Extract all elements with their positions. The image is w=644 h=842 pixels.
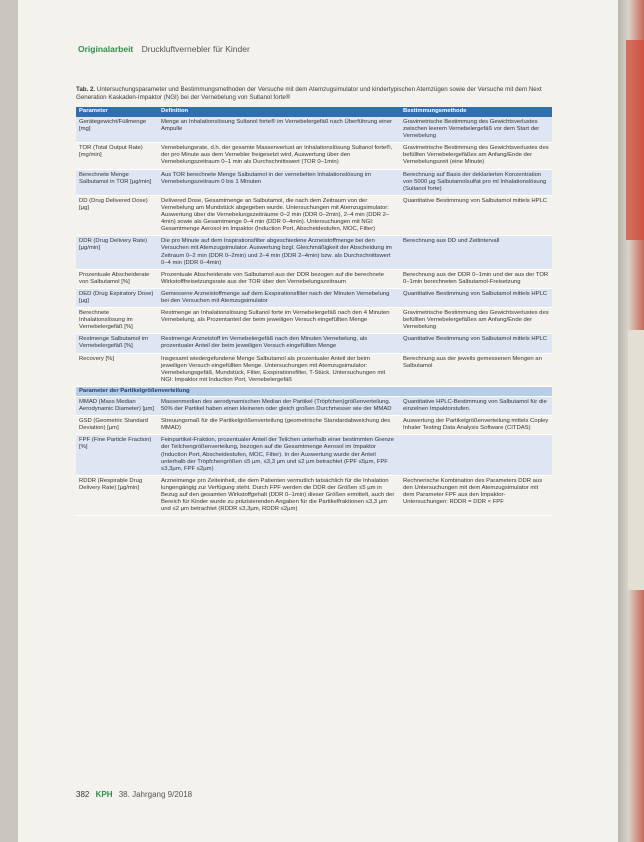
edge-light-band xyxy=(628,330,644,590)
table-row xyxy=(76,195,552,235)
cell-definition: Die pro Minute auf dem Inspirationsfilter abgeschiedene Arzneistoffmenge bei den Versuchen mit Atemzugsimulator. Auswertung bzgl. Gleichmäßigkeit der Abscheidung im Zeitraum 0–2 min (DDR 0–2min) und 2–4 min (DDR 2–4min) bzw. als Durchschnittswert 0–4 min (DDR 0–4min) xyxy=(158,236,400,269)
col-header-method: Bestimmungsmethode xyxy=(400,107,552,117)
section-topic: Druckluftvernebler für Kinder xyxy=(141,44,250,54)
cell-parameter: DED (Drug Expiratory Dose) [µg] xyxy=(76,288,158,307)
cell-definition: Insgesamt wiedergefundene Menge Salbutamol als prozentualer Anteil der beim jeweiligen Versuch eingefüllten Menge. Untersuchungen mit Atemzugsimulator: Vernebelungsgefäß, Mundstück, Filter, Exspirationsfilter, T-Stück. Untersuchungen mit NGI: Impaktor mit Induction Port, Vernebelergefäß xyxy=(158,353,400,386)
cell-parameter: Berechnete Inhalationslösung im Vernebelergefäß [%] xyxy=(76,308,158,334)
cell-definition: Restmenge an Inhalationslösung Sultanol forte im Vernebelergefäß nach den 4 Minuten Vernebelung, als Prozentanteil der beim jeweiligen Versuch eingefüllten Menge xyxy=(158,308,400,334)
table-row xyxy=(76,334,552,353)
table-row xyxy=(76,353,552,386)
section-header xyxy=(78,44,250,54)
cell-parameter: DDR (Drug Delivery Rate) [µg/min] xyxy=(76,236,158,269)
cell-method: Gravimetrische Bestimmung des Gewichtsverlustes des befüllten Vernebelergefäßes am Anfang/Ende der Vernebelungszeit (eine Minute) xyxy=(400,143,552,169)
table-row xyxy=(76,288,552,307)
cell-definition: Prozentuale Abscheiderate von Salbutamol aus der DDR bezogen auf die berechnete Wirkstofffreisetzungsrate aus der TOR über den Vernebelungszeitraum xyxy=(158,269,400,288)
table-body xyxy=(76,117,552,516)
table-row xyxy=(76,117,552,143)
parameter-table xyxy=(76,107,552,516)
col-header-definition: Definition xyxy=(158,107,400,117)
edge-color-band xyxy=(626,40,644,240)
section-brand: Originalarbeit xyxy=(78,44,134,54)
cell-method: Gravimetrische Bestimmung des Gewichtsverlustes zwischen leerem Vernebelergefäß vor dem Start der Vernebelung xyxy=(400,117,552,143)
cell-method: Quantitative Bestimmung von Salbutamol mittels HPLC xyxy=(400,288,552,307)
col-header-parameter: Parameter xyxy=(76,107,158,117)
cell-method: Berechnung aus der jeweils gemessenen Mengen an Salbutamol xyxy=(400,353,552,386)
cell-parameter: Prozentuale Abscheiderate von Salbutamol [%] xyxy=(76,269,158,288)
cell-parameter: Restmenge Salbutamol im Vernebelergefäß [%] xyxy=(76,334,158,353)
table-header-row xyxy=(76,107,552,117)
table-row xyxy=(76,397,552,416)
cell-parameter: DD (Drug Delivered Dose) [µg] xyxy=(76,195,158,235)
table-row xyxy=(76,143,552,169)
table-subheading-row xyxy=(76,386,552,396)
cell-parameter: Berechnete Menge Salbutamol in TOR [µg/min] xyxy=(76,169,158,195)
table-row xyxy=(76,308,552,334)
cell-method: Berechnung auf Basis der deklarierten Konzentration von 5000 µg Salbutamolsulfat pro ml Inhalationslösung (Sultanol forte) xyxy=(400,169,552,195)
cell-parameter: MMAD (Mass Median Aerodynamic Diameter) [µm] xyxy=(76,397,158,416)
cell-definition: Restmenge Arzneistoff im Vernebelergefäß nach den Minuten Vernebelung, als prozentualer Anteil der beim jeweiligen Versuch eingefüllten Menge xyxy=(158,334,400,353)
cell-method: Rechnerische Kombination des Parameters DDR aus den Untersuchungen mit dem Atemzugsimulator mit dem Parameter FPF aus den Impaktor-Untersuchungen: RDDR = DDR × FPF xyxy=(400,475,552,515)
cell-definition: Arzneimenge pro Zeiteinheit, die dem Patienten vermutlich tatsächlich für die Inhalation lungengängig zur Verfügung steht. Durch FPF werden die DDR der Größen ≤5 µm in Bezug auf den gesamten Wirkstoffgehalt (DDR 0–1min) dieser Größen ermittelt, auch der Bereich für Kinder wurde zu präzisierenden Angaben für die Partikelfraktionen ≤3,3 µm und ≤2 µm betrachtet (RDDR ≤3,3µm, RDDR ≤2µm) xyxy=(158,475,400,515)
table-row xyxy=(76,169,552,195)
cell-method: Gravimetrische Bestimmung des Gewichtsverlustes des befüllten Vernebelergefäßes am Anfang/Ende der Vernebelung xyxy=(400,308,552,334)
cell-definition: Streuungsmaß für die Partikelgrößenverteilung (geometrische Standardabweichung des MMAD) xyxy=(158,416,400,435)
cell-definition: Aus TOR berechnete Menge Salbutamol in der vernebelten Inhalationslösung im Vernebelungszeitraum 0 bis 1 Minuten xyxy=(158,169,400,195)
table-row xyxy=(76,416,552,435)
cell-parameter: Recovery [%] xyxy=(76,353,158,386)
cell-method: Quantitative Bestimmung von Salbutamol mittels HPLC xyxy=(400,195,552,235)
table-row xyxy=(76,435,552,475)
adjacent-page-edge xyxy=(618,0,644,842)
cell-method: Berechnung aus DD und Zeitintervall xyxy=(400,236,552,269)
cell-method: Auswertung der Partikelgrößenverteilung mittels Copley Inhaler Testing Data Analysis Software (CITDAS) xyxy=(400,416,552,435)
cell-parameter: Gerätegewicht/Füllmenge [mg] xyxy=(76,117,158,143)
page-number: 382 xyxy=(76,790,90,799)
cell-method xyxy=(400,435,552,475)
cell-definition: Gemessene Arzneistoffmenge auf dem Exspirationsfilter nach der Minuten Vernebelung bei den Versuchen mit Atemzugsimulator xyxy=(158,288,400,307)
cell-definition: Feinpartikel-Fraktion, prozentualer Anteil der Teilchen unterhalb einer bestimmten Grenze der Teilchengrößenverteilung, bezogen auf die Gesamtmenge Aerosol im Impaktor (Induction Port, Abscheidestufen, MOC, Filter). In der Auswertung wurde der Anteil unterhalb der Tröpfchengrößen ≤5 µm, ≤3,3 µm und ≤2 µm betrachtet (FPF ≤5µm, FPF ≤3,3µm, FPF ≤2µm) xyxy=(158,435,400,475)
cell-definition: Massenmedian des aerodynamischen Median der Partikel (Tröpfchen)größenverteilung. 50% der Partikel haben einen kleineren oder gleich großen Durchmesser wie der MMAD xyxy=(158,397,400,416)
cell-parameter: RDDR (Respirable Drug Delivery Rate) [µg/min] xyxy=(76,475,158,515)
caption-label: Tab. 2. xyxy=(76,86,96,93)
cell-parameter: TOR (Total Output Rate) [mg/min] xyxy=(76,143,158,169)
subheading-particle-size: Parameter der Partikelgrößenverteilung xyxy=(76,386,552,396)
cell-parameter: GSD (Geometric Standard Deviation) [µm] xyxy=(76,416,158,435)
cell-method: Quantitative HPLC-Bestimmung von Salbutamol für die einzelnen Impaktorstufen. xyxy=(400,397,552,416)
cell-definition: Vernebelungsrate, d.h. der gesamte Massenverlust an Inhalationslösung Sultanol forte®, der pro Minute aus dem Vernebler freigesetzt wird, Auswertung über den Vernebelungszeitraum 0–1 min als Durchschnittswert (TOR 0–1min) xyxy=(158,143,400,169)
table-row xyxy=(76,475,552,515)
cell-method: Quantitative Bestimmung von Salbutamol mittels HPLC xyxy=(400,334,552,353)
cell-definition: Menge an Inhalationslösung Sultanol forte® im Vernebelergefäß nach Überführung einer Ampulle xyxy=(158,117,400,143)
table-row xyxy=(76,236,552,269)
magazine-name: KPH xyxy=(95,790,113,799)
cell-definition: Delivered Dose, Gesamtmenge an Salbutamol, die nach dem Zeitraum von der Vernebelung am Mundstück abgegeben wurde. Untersuchungen mit Atemzugsimulator: Auswertung über die Vernebelungszeiträume 0–2 min (DDR 0–2min), 2–4 min (DDR 2–4min) sowie als Gesamtmenge 0–4 min (DDR 0–4min). Untersuchungen mit NGI: Gesamtmenge Aerosol im Impaktor (Induction Port, Abscheidestufen, MOC, Filter) xyxy=(158,195,400,235)
caption-text: Untersuchungsparameter und Bestimmungsmethoden der Versuche mit dem Atemzugsimulator und kindertypischen Atemzügen sowie der Versuche mit dem Next Generation Kaskaden-Impaktor (NGI) bei der Vernebelung von Sultanol forte® xyxy=(76,86,542,101)
cell-method: Berechnung aus der DDR 0–1min und der aus der TOR 0–1min berechneten Salbutamol-Freisetzung xyxy=(400,269,552,288)
page-footer xyxy=(76,790,192,799)
cell-parameter: FPF (Fine Particle Fraction) [%] xyxy=(76,435,158,475)
table-caption xyxy=(76,86,552,101)
table-row xyxy=(76,269,552,288)
issue-info: 38. Jahrgang 9/2018 xyxy=(118,790,193,799)
